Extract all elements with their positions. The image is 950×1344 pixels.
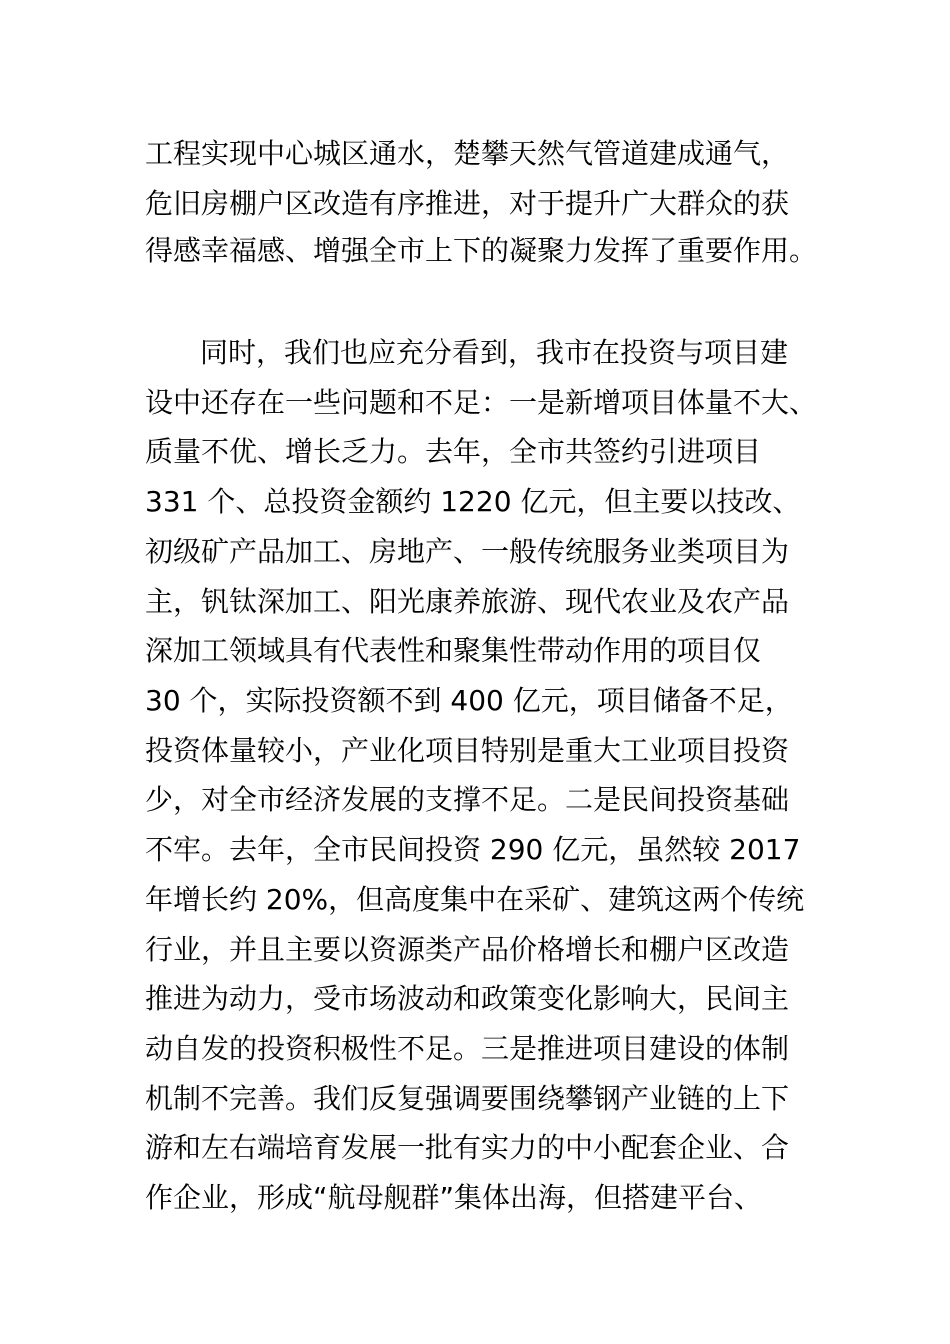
- paragraph-1-line-1: 工程实现中心城区通水，楚攀天然气管道建成通气，: [145, 137, 790, 170]
- paragraph-2-line-10: 少，对全市经济发展的支撑不足。二是民间投资基础: [145, 783, 790, 816]
- paragraph-2-line-3: 质量不优、增长乏力。去年，全市共签约引进项目: [145, 435, 762, 468]
- paragraph-2-line-18: 作企业，形成“航母舰群”集体出海，但搭建平台、: [145, 1181, 763, 1214]
- paragraph-2-line-5: 初级矿产品加工、房地产、一般传统服务业类项目为: [145, 535, 790, 568]
- paragraph-2-line-11: 不牢。去年，全市民间投资 290 亿元，虽然较 2017: [145, 833, 801, 866]
- paragraph-2-line-12: 年增长约 20%，但高度集中在采矿、建筑这两个传统: [145, 883, 805, 916]
- paragraph-1-line-2: 危旧房棚户区改造有序推进，对于提升广大群众的获: [145, 187, 790, 220]
- paragraph-2-line-17: 游和左右端培育发展一批有实力的中小配套企业、合: [145, 1131, 790, 1164]
- paragraph-2-line-6: 主，钒钛深加工、阳光康养旅游、现代农业及农产品: [145, 585, 790, 618]
- paragraph-2-line-2: 设中还存在一些问题和不足：一是新增项目体量不大、: [145, 386, 818, 419]
- paragraph-2-line-15: 动自发的投资积极性不足。三是推进项目建设的体制: [145, 1032, 790, 1065]
- paragraph-1-line-3: 得感幸福感、增强全市上下的凝聚力发挥了重要作用。: [145, 234, 818, 267]
- paragraph-2-line-9: 投资体量较小，产业化项目特别是重大工业项目投资: [145, 734, 790, 767]
- paragraph-2-line-7: 深加工领域具有代表性和聚集性带动作用的项目仅: [145, 634, 762, 667]
- paragraph-2-line-13: 行业，并且主要以资源类产品价格增长和棚户区改造: [145, 933, 790, 966]
- paragraph-2-line-1: 同时，我们也应充分看到，我市在投资与项目建: [200, 336, 789, 369]
- paragraph-2-line-8: 30 个，实际投资额不到 400 亿元，项目储备不足，: [145, 684, 793, 717]
- paragraph-2-line-16: 机制不完善。我们反复强调要围绕攀钢产业链的上下: [145, 1082, 790, 1115]
- paragraph-2-line-14: 推进为动力，受市场波动和政策变化影响大，民间主: [145, 982, 790, 1015]
- paragraph-2-line-4: 331 个、总投资金额约 1220 亿元，但主要以技改、: [145, 485, 801, 518]
